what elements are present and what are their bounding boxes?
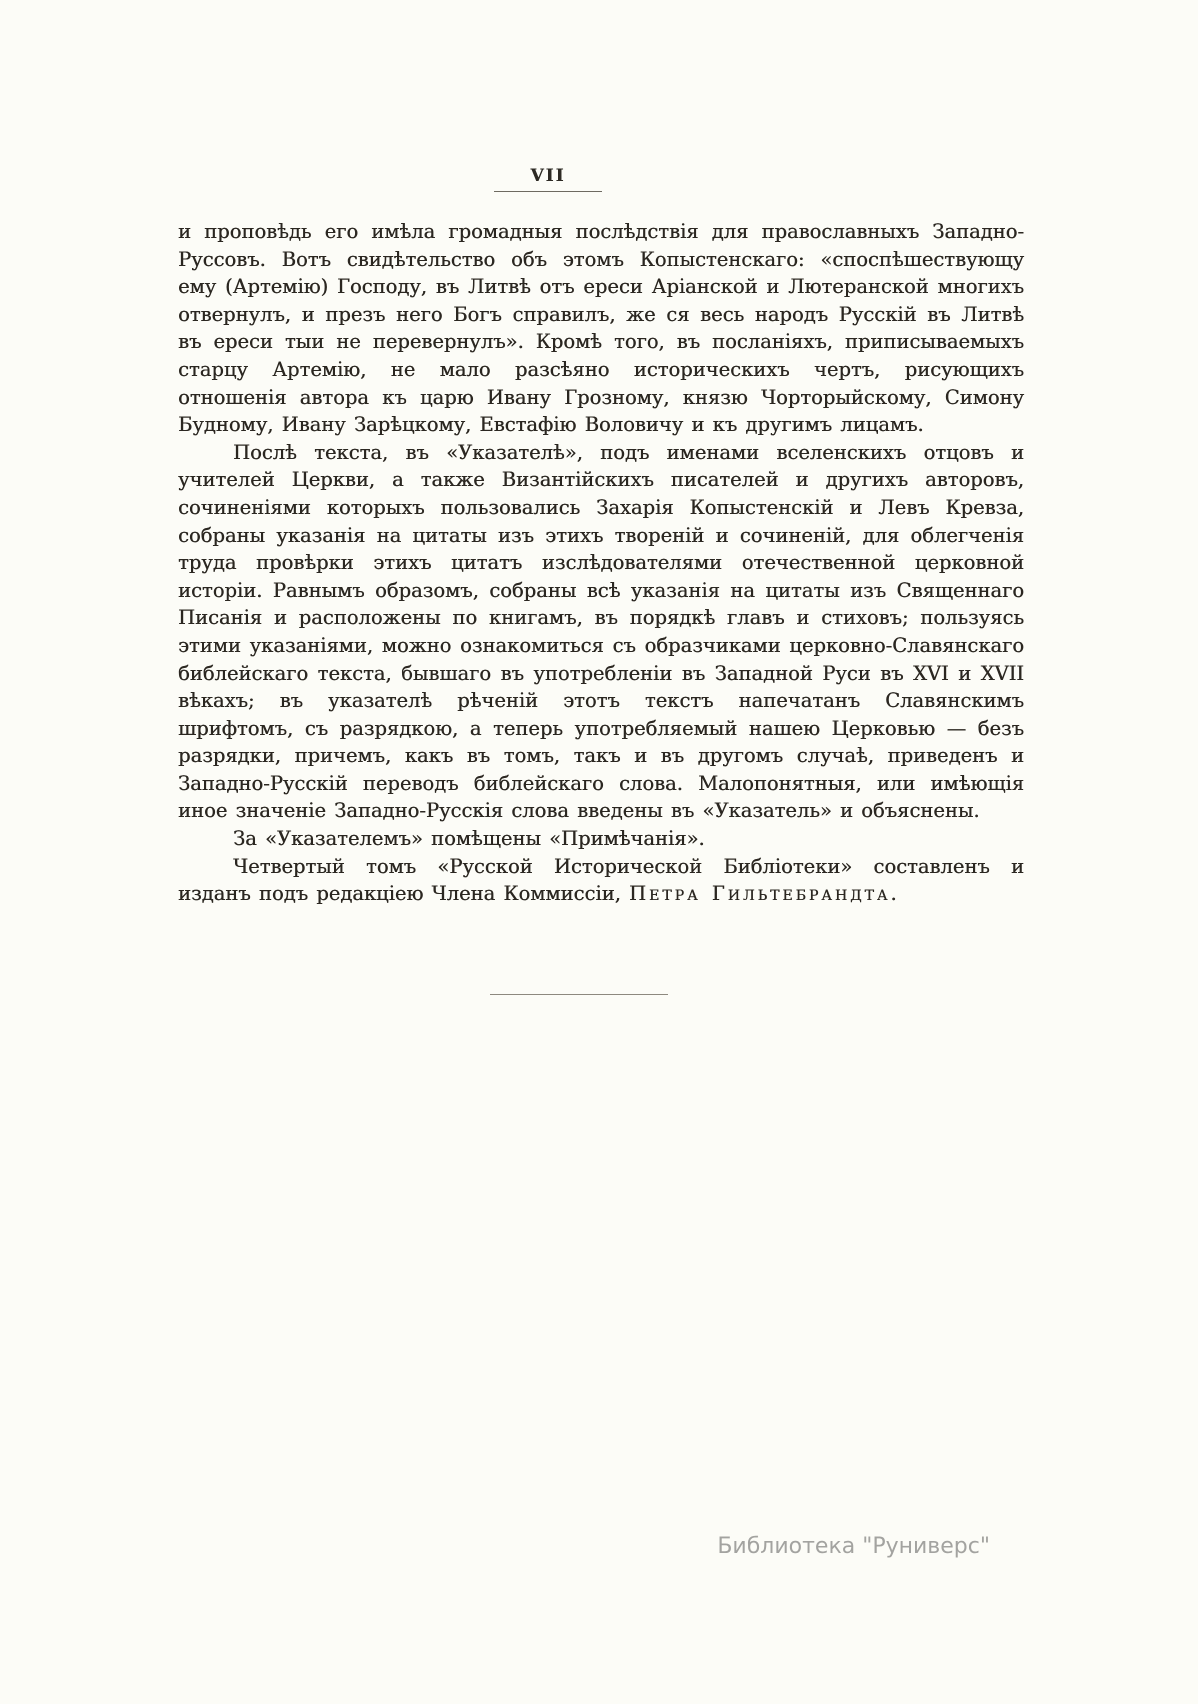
paragraph: и проповѣдь его имѣла громадныя послѣдствія для православныхъ Западно-Руссовъ. Вотъ свидѣтельство объ этомъ Копыстенскаго: «споспѣшествующу ему (Артемію) Господу, въ Литвѣ отъ ереси Аріанской и Лютеранской многихъ отвернулъ, и презъ него Богъ справилъ, же ся весь народъ Русскій въ Литвѣ въ ереси тыи не перевернулъ». Кромѣ того, въ посланіяхъ, приписываемыхъ старцу Артемію, не мало разсѣяно историческихъ чертъ, рисующихъ отношенія автора къ царю Ивану Грозному, князю Чорторыйскому, Симону Будному, Ивану Зарѣцкому, Евстафію Воловичу и къ другимъ лицамъ. — [178, 220, 1024, 437]
library-watermark: Библиотека "Руниверс" — [717, 1534, 990, 1559]
body-text — [178, 218, 1024, 908]
editor-name: Петра Гильтебрандта. — [629, 882, 900, 906]
page-number-rule — [494, 191, 602, 192]
paragraph-text: Четвертый томъ «Русской Исторической Библіотеки» составленъ и изданъ подъ редакціею Члена Коммиссіи, — [178, 854, 1024, 906]
paragraph: За «Указателемъ» помѣщены «Примѣчанія». — [233, 827, 705, 851]
paragraph — [178, 853, 1024, 908]
section-divider — [490, 994, 668, 995]
page-number: VII — [530, 166, 566, 186]
paragraph: Послѣ текста, въ «Указателѣ», подъ именами вселенскихъ отцовъ и учителей Церкви, а также Византійскихъ писателей и другихъ авторовъ, сочиненіями которыхъ пользовались Захарія Копыстенскій и Левъ Кревза, собраны указанія на цитаты изъ этихъ твореній и сочиненій, для облегченія труда провѣрки этихъ цитатъ изслѣдователями отечественной церковной исторіи. Равнымъ образомъ, собраны всѣ указанія на цитаты изъ Священнаго Писанія и расположены по книгамъ, въ порядкѣ главъ и стиховъ; пользуясь этими указаніями, можно ознакомиться съ образчиками церковно-Славянскаго библейскаго текста, бывшаго въ употребленіи въ Западной Руси въ XVI и XVII вѣкахъ; въ указателѣ рѣченій этотъ текстъ напечатанъ Славянскимъ шрифтомъ, съ разрядкою, а теперь употребляемый нашею Церковью — безъ разрядки, причемъ, какъ въ томъ, такъ и въ другомъ случаѣ, приведенъ и Западно-Русскій переводъ библейскаго слова. Малопонятныя, или имѣющія иное значеніе Западно-Русскія слова введены въ «Указатель» и объяснены. — [178, 440, 1024, 823]
page-header — [178, 166, 918, 192]
